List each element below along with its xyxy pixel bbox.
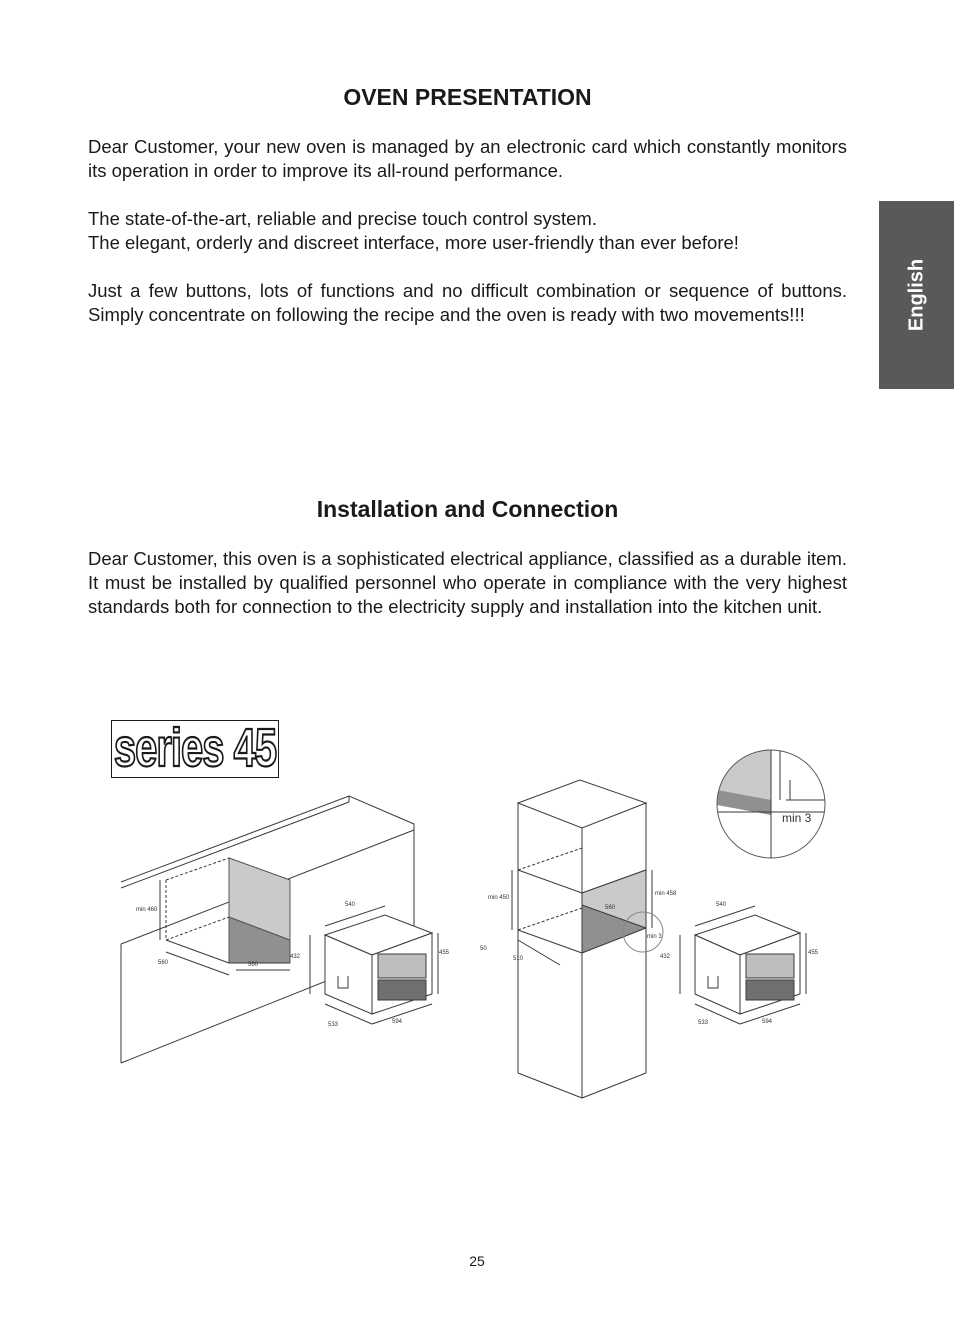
section-title-oven-presentation: OVEN PRESENTATION	[343, 84, 592, 110]
language-tab-label: English	[905, 258, 927, 332]
left-dim-front-width: 594	[392, 1019, 403, 1025]
left-dim-width: 560	[248, 962, 259, 968]
left-dim-front-height: 455	[439, 950, 450, 956]
page-number: 25	[469, 1253, 485, 1269]
installation-paragraph: Dear Customer, this oven is a sophisticated electrical appliance, classified as a durable item. It must be installed by qualified personnel who operate in compliance with the very highest standards both for connection to the electricity supply and installation into the kitchen unit.	[88, 548, 847, 617]
right-dim-oven-depth: 533	[698, 1020, 709, 1026]
left-dim-oven-depth: 533	[328, 1022, 339, 1028]
right-dim-oven-width: 540	[716, 902, 727, 908]
middle-dim-min-left: min 450	[488, 895, 510, 901]
buttons-paragraph: Just a few buttons, lots of functions and no difficult combination or sequence of buttons. Simply concentrate on following the recipe and the oven is ready with two movements!!!	[88, 280, 847, 325]
gap-detail-drawing	[717, 750, 830, 860]
left-dim-min-height: min 460	[136, 907, 158, 913]
right-oven-drawing	[680, 906, 806, 1024]
left-oven-drawing	[310, 906, 438, 1024]
section-title-installation: Installation and Connection	[316, 496, 619, 522]
middle-dim-width: 560	[605, 905, 616, 911]
right-dim-front-width: 594	[762, 1019, 773, 1025]
middle-dim-min-right: min 458	[655, 891, 677, 897]
middle-dim-oven-height: 432	[660, 954, 671, 960]
right-dim-front-height: 455	[808, 950, 819, 956]
detail-dim-min-gap: min 3	[782, 811, 812, 825]
middle-dim-min-gap: min 3	[647, 934, 662, 940]
intro-paragraph: Dear Customer, your new oven is managed by an electronic card which constantly monitors its operation in order to improve its all-round performance.	[88, 136, 847, 181]
left-dim-oven-width: 540	[345, 902, 356, 908]
middle-dim-depth: 510	[513, 956, 524, 962]
left-dim-oven-height: 432	[290, 954, 301, 960]
middle-dim-offset: 50	[480, 946, 487, 952]
touch-control-line: The state-of-the-art, reliable and precise touch control system.	[88, 208, 597, 229]
left-dim-depth: 560	[158, 960, 169, 966]
interface-line: The elegant, orderly and discreet interface, more user-friendly than ever before!	[88, 232, 739, 253]
series-badge-label: series 45	[113, 718, 277, 779]
middle-column-drawing	[512, 780, 663, 1098]
